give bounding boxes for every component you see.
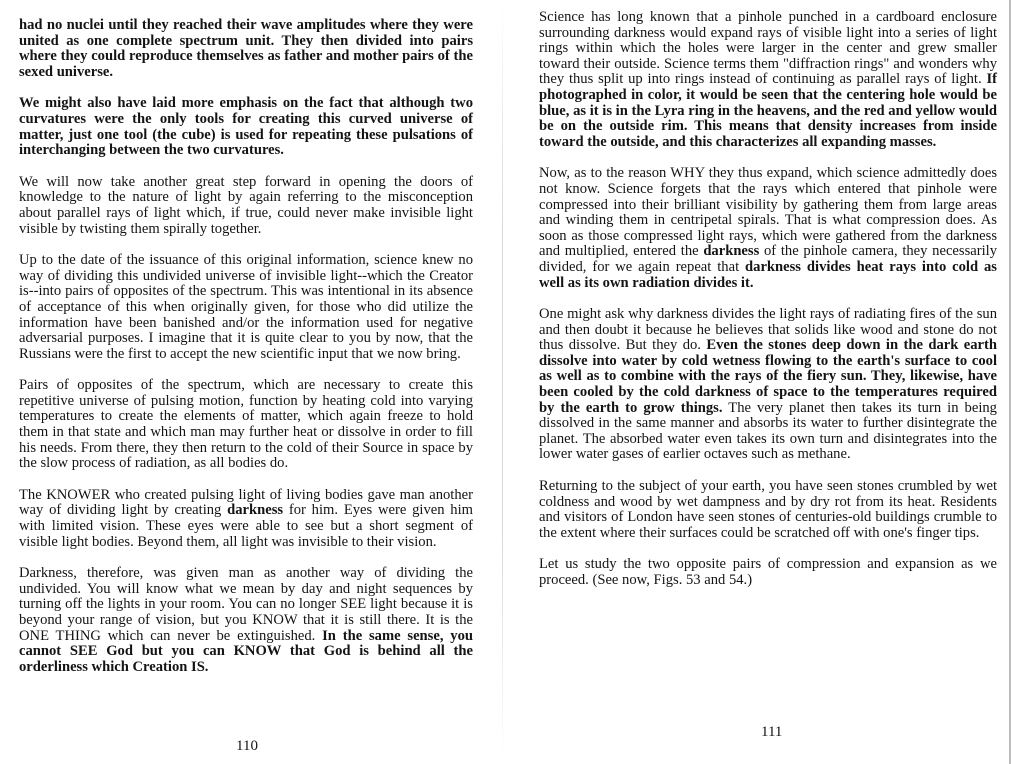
- paragraph: [539, 10, 997, 150]
- left-page: [0, 0, 500, 764]
- book-gutter: [502, 0, 503, 764]
- bold-text-segment: darkness divides heat rays into cold as well as its own radiation divides it.: [539, 258, 997, 291]
- page-number: 111: [761, 724, 783, 740]
- bold-text-segment: In the same sense, you cannot SEE God but you can KNOW that God is behind all the orderliness which Creation IS.: [19, 627, 473, 675]
- text-segment: Now, as to the reason WHY they thus expand, which science admittedly does not know. Science forgets that the rays which entered that pinhole were compressed into their brilliant visibility by gathering them from large areas and winding them in centripetal spirals. That is what compression does. As soon as those compressed light rays, which were gathered from the darkness and multiplied, entered the: [539, 165, 997, 260]
- right-page: [505, 0, 1011, 764]
- paragraph: [19, 566, 473, 675]
- bold-text-segment: darkness: [703, 243, 760, 260]
- paragraph: Let us study the two opposite pairs of compression and expansion as we proceed. (See now, Figs. 53 and 54.): [539, 556, 997, 588]
- text-segment: for him. Eyes were given him with limited vision. These eyes were able to see but a short segment of visible light bodies. Beyond them, all light was invisible to their vision.: [19, 502, 473, 550]
- text-segment: Darkness, therefore, was given man as another way of dividing the undivided. You will know what we mean by day and night sequences by turning off the lights in your room. You can no longer SEE light because it is beyond your range of vision, but you KNOW that it is still there. It is the ONE THING which can never be extinguished.: [19, 565, 473, 644]
- paragraph: We might also have laid more emphasis on the fact that although two curvatures were the only tools for creating this curved universe of matter, just one tool (the cube) is used for repeating these pulsations of interchanging between the two curvatures.: [19, 95, 473, 159]
- paragraph: [539, 166, 997, 291]
- bold-text-segment: Even the stones deep down in the dark earth dissolve into water by cold wetness flowing to the earth's surface to cool as well as to combine with the rays of the fiery sun. They, likewise, have been cooled by the cold darkness of space to the temperatures required by the earth to grow things.: [539, 337, 997, 416]
- text-segment: Science has long known that a pinhole punched in a cardboard enclosure surrounding darkness would expand rays of visible light into a series of light rings within which the holes were larger in the center and grew smaller toward their outside. Science terms them "diffraction rings" and wonders why they thus split up into rings instead of continuing as parallel rays of light.: [539, 9, 997, 88]
- paragraph: [19, 488, 473, 550]
- paragraph: Up to the date of the issuance of this original information, science knew no way of dividing this undivided universe of invisible light--which the Creator is--into pairs of opposites of the spectrum. This was intentional in its absence of acceptance of this when originally given, for those who did utilize the information have been banished and/or the information used for negative adversarial purposes. I imagine that it is quite clear to you by now, that the Russians were the first to accept the new scientific input that we now bring.: [19, 252, 473, 362]
- right-text-column: [539, 10, 997, 605]
- text-segment: of the pinhole camera, they necessarily divided, for we again repeat that: [539, 243, 997, 275]
- page-number: 110: [236, 738, 258, 754]
- paragraph: Returning to the subject of your earth, you have seen stones crumbled by wet coldness and wood by wet dampness and by dry rot from its heat. Residents and visitors of London have seen stones of centuries-old buildings crumble to the extent where their surfaces could be scratched off with one's finger tips.: [539, 478, 997, 541]
- paragraph: We will now take another great step forward in opening the doors of knowledge to the nature of light by again referring to the misconception about parallel rays of light which, if true, could never make invisible light visible by twisting them spirally together.: [19, 173, 473, 237]
- left-text-column: [19, 18, 473, 691]
- text-segment: One might ask why darkness divides the light rays of radiating fires of the sun and then doubt it because he believes that solids like wood and stone do not thus dissolve. But they do.: [539, 306, 997, 354]
- text-segment: The KNOWER who created pulsing light of living bodies gave man another way of dividing light by creating: [19, 486, 473, 519]
- bold-text-segment: darkness: [227, 502, 284, 519]
- paragraph: [539, 307, 997, 463]
- text-segment: The very planet then takes its turn in being dissolved in the same manner and absorbs its water to further disintegrate the planet. The absorbed water even takes its own turn and disintegrates into the lower water gases of earlier octaves such as methane.: [539, 399, 997, 463]
- paragraph: Pairs of opposites of the spectrum, which are necessary to create this repetitive universe of pulsing motion, function by heating cold into varying temperatures to create the elements of matter, which again freeze to hold them in that state and which man may further heat or dissolve in order to fill his needs. From there, they then return to the cold of their Source in space by the slow process of radiation, as all bodies do.: [19, 377, 473, 472]
- paragraph: had no nuclei until they reached their wave amplitudes where they were united as one complete spectrum unit. They then divided into pairs where they could reproduce themselves as father and mother pairs of the sexed universe.: [19, 17, 473, 80]
- bold-text-segment: If photographed in color, it would be seen that the centering hole would be blue, as it is in the Lyra ring in the heavens, and the red and yellow would be on the outside rim. This means that density increases from inside toward the outside, and this characterizes all expanding masses.: [539, 71, 997, 150]
